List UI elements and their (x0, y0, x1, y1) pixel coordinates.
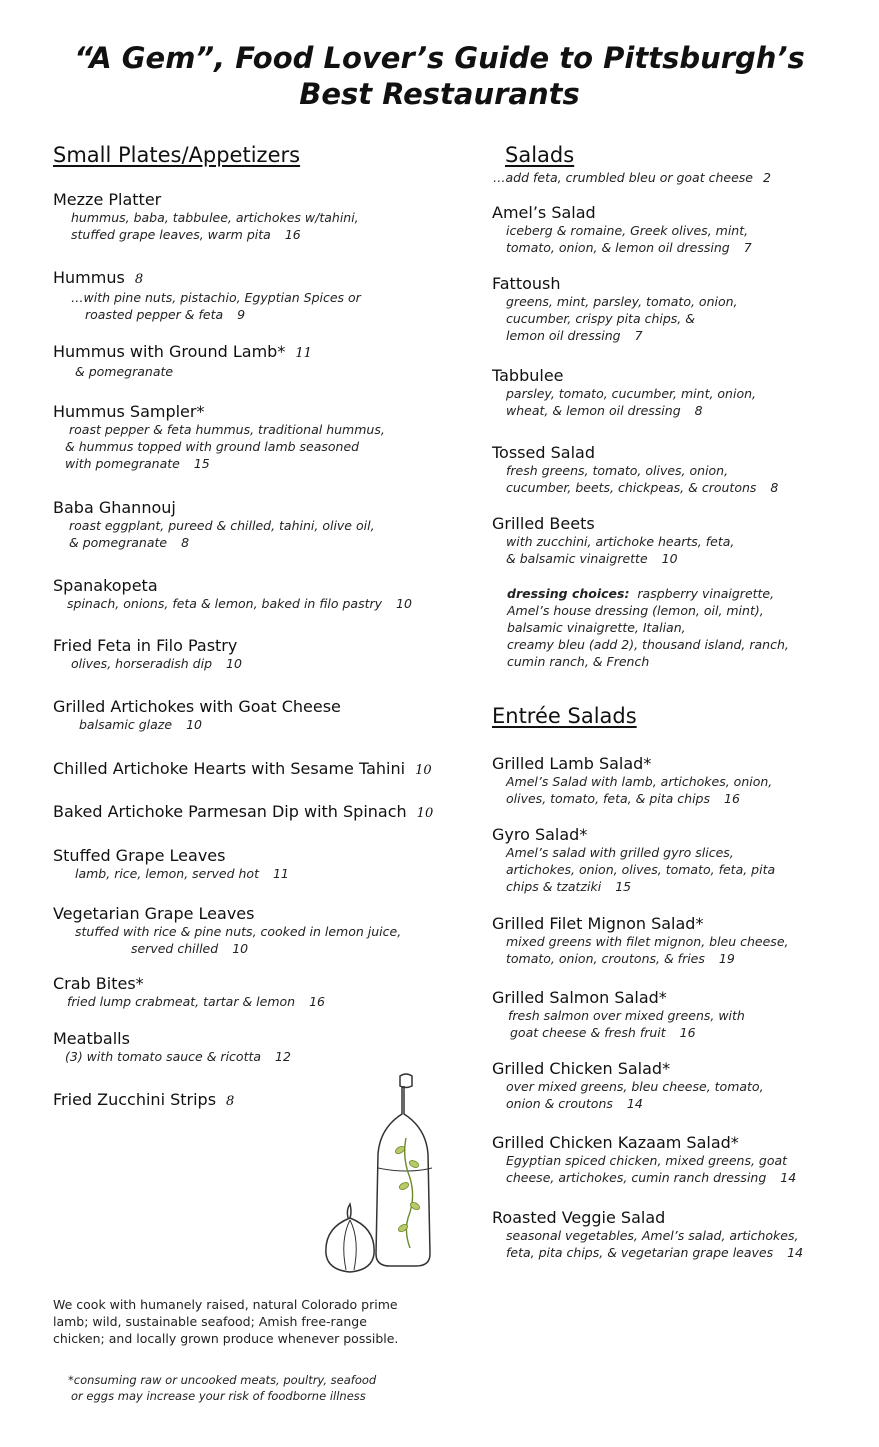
menu-item-description (492, 1007, 745, 1024)
menu-item-name (492, 988, 745, 1007)
dressing-line: Amel’s house dressing (lemon, oil, mint), (507, 603, 764, 618)
item-name-text: Hummus with Ground Lamb* (53, 342, 286, 361)
menu-item (53, 342, 312, 380)
menu-item-description (492, 1095, 764, 1112)
menu-item-name (53, 402, 385, 421)
sourcing-note (53, 1296, 398, 1347)
menu-item-price: 11 (295, 346, 312, 361)
description-text: tomato, onion, & lemon oil dressing (506, 240, 730, 255)
menu-item-description (53, 595, 412, 612)
description-text: served chilled (131, 941, 219, 956)
dressing-choices (507, 585, 789, 670)
menu-item-description (492, 550, 734, 567)
disclaimer-line: *consuming raw or uncooked meats, poultry, seafood (68, 1373, 377, 1387)
menu-item-description (492, 790, 772, 807)
menu-item-description (53, 289, 361, 306)
description-text: cucumber, beets, chickpeas, & croutons (506, 480, 757, 495)
menu-item (53, 904, 401, 957)
menu-item-price: 19 (718, 951, 735, 966)
menu-item-price: 16 (284, 227, 301, 242)
item-name-text: Stuffed Grape Leaves (53, 846, 226, 865)
description-text: over mixed greens, bleu cheese, tomato, (506, 1079, 764, 1094)
menu-item-name (53, 342, 312, 363)
menu-item-description (492, 310, 738, 327)
menu-item (53, 759, 432, 780)
menu-item-price: 10 (415, 763, 432, 778)
menu-item-price: 8 (770, 480, 779, 495)
salads-subtitle: …add feta, crumbled bleu or goat cheese 2 (493, 170, 771, 185)
menu-item-name (492, 366, 756, 385)
menu-item-price: 16 (724, 791, 740, 806)
menu-item-price: 10 (226, 656, 242, 671)
menu-item (492, 754, 772, 807)
page-title: “A Gem”, Food Lover’s Guide to Pittsburgh’s (74, 41, 805, 75)
item-name-text: Chilled Artichoke Hearts with Sesame Tahini (53, 759, 406, 778)
entree-salads-heading: Entrée Salads (492, 704, 637, 728)
menu-item-price: 8 (694, 403, 703, 418)
menu-item-name (492, 203, 752, 222)
item-name-text: Hummus (53, 268, 125, 287)
menu-item-name (53, 759, 432, 780)
menu-item (53, 697, 341, 733)
menu-item-description (492, 239, 752, 256)
description-text: lamb, rice, lemon, served hot (75, 866, 259, 881)
menu-item-description (492, 479, 778, 496)
description-text: roast pepper & feta hummus, traditional hummus, (69, 422, 385, 437)
description-text: parsley, tomato, cucumber, mint, onion, (506, 386, 756, 401)
menu-item-name (53, 904, 401, 923)
menu-item-price: 14 (787, 1245, 804, 1260)
dressing-line: cumin ranch, & French (507, 654, 650, 669)
dressing-line: balsamic vinaigrette, Italian, (507, 620, 686, 635)
menu-item-description (53, 716, 341, 733)
description-text: greens, mint, parsley, tomato, onion, (506, 294, 738, 309)
menu-item-description (492, 933, 788, 950)
disclaimer-line: or eggs may increase your risk of foodborne illness (71, 1389, 366, 1403)
item-name-text: Roasted Veggie Salad (492, 1208, 666, 1227)
menu-item-price: 7 (634, 328, 643, 343)
description-text: cucumber, crispy pita chips, & (506, 311, 695, 326)
description-text: Amel’s Salad with lamb, artichokes, onion, (506, 774, 773, 789)
menu-item-description (53, 226, 359, 243)
menu-item-description (492, 533, 734, 550)
menu-item-price: 11 (272, 866, 289, 881)
item-name-text: Fried Zucchini Strips (53, 1090, 217, 1109)
menu-item-price: 16 (309, 994, 325, 1009)
description-text: (3) with tomato sauce & ricotta (65, 1049, 262, 1064)
menu-item-price: 14 (780, 1170, 797, 1185)
item-name-text: Tossed Salad (492, 443, 595, 462)
menu-item-name (492, 1208, 803, 1227)
page-title-line-2: Best Restaurants (299, 77, 580, 111)
menu-item-name (492, 825, 775, 844)
menu-item-price: 8 (226, 1094, 235, 1109)
menu-item (53, 802, 433, 823)
menu-item-name (53, 576, 412, 595)
description-text: with zucchini, artichoke hearts, feta, (506, 534, 735, 549)
item-name-text: Grilled Artichokes with Goat Cheese (53, 697, 341, 716)
item-name-text: Mezze Platter (53, 190, 162, 209)
menu-item (53, 402, 385, 472)
menu-item-name (53, 802, 433, 823)
menu-item-name (53, 697, 341, 716)
item-name-text: Amel’s Salad (492, 203, 596, 222)
item-name-text: Fattoush (492, 274, 561, 293)
description-text: …with pine nuts, pistachio, Egyptian Spices or (71, 290, 361, 305)
description-text: mixed greens with filet mignon, bleu cheese, (506, 934, 789, 949)
menu-item-price: 12 (275, 1049, 291, 1064)
menu-item-price: 16 (679, 1025, 696, 1040)
item-name-text: Grilled Chicken Salad* (492, 1059, 671, 1078)
menu-item-description (492, 402, 756, 419)
description-text: olives, horseradish dip (71, 656, 213, 671)
description-text: iceberg & romaine, Greek olives, mint, (506, 223, 749, 238)
description-text: onion & croutons (506, 1096, 613, 1111)
description-text: with pomegranate (65, 456, 180, 471)
description-text: stuffed with rice & pine nuts, cooked in lemon juice, (75, 924, 402, 939)
menu-item-price: 8 (134, 272, 144, 287)
menu-item-name (492, 274, 738, 293)
menu-item-price: 7 (743, 240, 752, 255)
description-text: & hummus topped with ground lamb seasoned (65, 439, 360, 454)
item-name-text: Grilled Lamb Salad* (492, 754, 652, 773)
description-text: hummus, baba, tabbulee, artichokes w/tahini, (71, 210, 359, 225)
menu-item-description (492, 1024, 745, 1041)
sourcing-line: lamb; wild, sustainable seafood; Amish free-range (53, 1314, 367, 1329)
menu-item-description (53, 534, 375, 551)
item-name-text: Vegetarian Grape Leaves (53, 904, 255, 923)
description-text: seasonal vegetables, Amel’s salad, artichokes, (506, 1228, 799, 1243)
dressing-line: raspberry vinaigrette, (637, 586, 775, 601)
menu-item-price: 15 (193, 456, 210, 471)
menu-item (53, 190, 359, 243)
menu-item-description (492, 861, 775, 878)
item-name-text: Grilled Chicken Kazaam Salad* (492, 1133, 739, 1152)
menu-item-description (53, 363, 312, 380)
menu-item (492, 366, 756, 419)
menu-item-description (53, 993, 325, 1010)
menu-item-name (53, 1029, 291, 1048)
description-text: tomato, onion, croutons, & fries (506, 951, 705, 966)
menu-item-description (492, 1078, 764, 1095)
menu-item (492, 988, 745, 1041)
menu-item-name (53, 268, 361, 289)
menu-item-price: 10 (416, 806, 434, 821)
menu-item (53, 636, 242, 672)
menu-item (492, 514, 734, 567)
description-text: artichokes, onion, olives, tomato, feta, pita (506, 862, 776, 877)
item-name-text: Hummus Sampler* (53, 402, 205, 421)
menu-item (492, 1133, 796, 1186)
dressing-line: creamy bleu (add 2), thousand island, ranch, (507, 637, 789, 652)
menu-item (53, 1029, 291, 1065)
foodborne-disclaimer (68, 1372, 376, 1404)
menu-item-description (492, 293, 738, 310)
description-text: Egyptian spiced chicken, mixed greens, goat (506, 1153, 788, 1168)
menu-item-price: 10 (396, 596, 412, 611)
item-name-text: Spanakopeta (53, 576, 158, 595)
item-name-text: Gyro Salad* (492, 825, 588, 844)
menu-item-description (53, 923, 401, 940)
menu-item-price: 10 (232, 941, 249, 956)
menu-item-description (492, 1227, 803, 1244)
description-text: roast eggplant, pureed & chilled, tahini, olive oil, (69, 518, 375, 533)
sourcing-line: We cook with humanely raised, natural Colorado prime (53, 1297, 398, 1312)
item-name-text: Grilled Beets (492, 514, 595, 533)
menu-item (492, 274, 738, 344)
menu-item-name (492, 514, 734, 533)
description-text: fresh salmon over mixed greens, with (508, 1008, 745, 1023)
menu-item-name (492, 1059, 764, 1078)
description-text: olives, tomato, feta, & pita chips (506, 791, 710, 806)
menu-item-description (53, 455, 385, 472)
olive-oil-bottle-and-garlic-icon (318, 1068, 458, 1278)
menu-item-description (492, 1244, 803, 1261)
item-name-text: Fried Feta in Filo Pastry (53, 636, 238, 655)
menu-item (492, 1059, 764, 1112)
description-text: feta, pita chips, & vegetarian grape leaves (506, 1245, 774, 1260)
menu-item-description (53, 306, 361, 323)
menu-item (492, 443, 778, 496)
menu-item-price: 8 (181, 535, 190, 550)
description-text: cheese, artichokes, cumin ranch dressing (506, 1170, 767, 1185)
menu-item (492, 1208, 803, 1261)
menu-item-description (492, 462, 778, 479)
menu-item-name (492, 443, 778, 462)
menu-item-description (492, 1152, 796, 1169)
menu-item-description (53, 438, 385, 455)
menu-item-description (53, 865, 289, 882)
salads-heading: Salads (505, 143, 575, 167)
description-text: stuffed grape leaves, warm pita (71, 227, 271, 242)
menu-item-description (492, 385, 756, 402)
menu-item-description (492, 327, 738, 344)
description-text: wheat, & lemon oil dressing (506, 403, 681, 418)
description-text: roasted pepper & feta (85, 307, 224, 322)
menu-item (53, 268, 361, 323)
description-text: & balsamic vinaigrette (506, 551, 648, 566)
menu-item-name (492, 914, 788, 933)
menu-item (53, 846, 289, 882)
menu-item-name (492, 1133, 796, 1152)
menu-item-description (492, 950, 788, 967)
description-text: spinach, onions, feta & lemon, baked in filo pastry (67, 596, 383, 611)
menu-item-description (492, 878, 775, 895)
description-text: fried lump crabmeat, tartar & lemon (67, 994, 296, 1009)
menu-item-description (53, 421, 385, 438)
menu-item-price: 14 (626, 1096, 643, 1111)
menu-item-price: 9 (237, 307, 246, 322)
item-name-text: Grilled Salmon Salad* (492, 988, 667, 1007)
item-name-text: Crab Bites* (53, 974, 144, 993)
menu-item-price: 10 (661, 551, 678, 566)
description-text: & pomegranate (69, 535, 168, 550)
menu-item (53, 576, 412, 612)
description-text: & pomegranate (75, 364, 174, 379)
menu-item (492, 914, 788, 967)
menu-item-description (492, 773, 772, 790)
item-name-text: Grilled Filet Mignon Salad* (492, 914, 704, 933)
description-text: goat cheese & fresh fruit (510, 1025, 666, 1040)
menu-item (53, 498, 375, 551)
menu-item-description (492, 844, 775, 861)
description-text: chips & tzatziki (506, 879, 602, 894)
menu-item (492, 825, 775, 895)
menu-item-description (53, 655, 242, 672)
item-name-text: Baba Ghannouj (53, 498, 176, 517)
description-text: balsamic glaze (79, 717, 173, 732)
description-text: Amel’s salad with grilled gyro slices, (506, 845, 734, 860)
menu-item-name (492, 754, 772, 773)
small-plates-heading: Small Plates/Appetizers (53, 143, 301, 167)
menu-item (53, 974, 325, 1010)
menu-item-description (492, 222, 752, 239)
menu-item-description (53, 1048, 291, 1065)
menu-item-name (53, 846, 289, 865)
menu-item-description (53, 209, 359, 226)
dressing-choices-label: dressing choices: (507, 586, 630, 601)
menu-item-price: 15 (615, 879, 632, 894)
description-text: fresh greens, tomato, olives, onion, (506, 463, 729, 478)
menu-item-name (53, 190, 359, 209)
item-name-text: Meatballs (53, 1029, 130, 1048)
menu-item-name (53, 636, 242, 655)
menu-item-description (53, 517, 375, 534)
item-name-text: Baked Artichoke Parmesan Dip with Spinach (53, 802, 407, 821)
menu-item-name (53, 498, 375, 517)
menu-item-name (53, 974, 325, 993)
menu-item (53, 1090, 234, 1111)
sourcing-line: chicken; and locally grown produce whenever possible. (53, 1331, 399, 1346)
menu-item-price: 10 (186, 717, 202, 732)
item-name-text: Tabbulee (492, 366, 564, 385)
menu-item-name (53, 1090, 234, 1111)
menu-item (492, 203, 752, 256)
description-text: lemon oil dressing (506, 328, 621, 343)
menu-item-description (53, 940, 401, 957)
menu-item-description (492, 1169, 796, 1186)
